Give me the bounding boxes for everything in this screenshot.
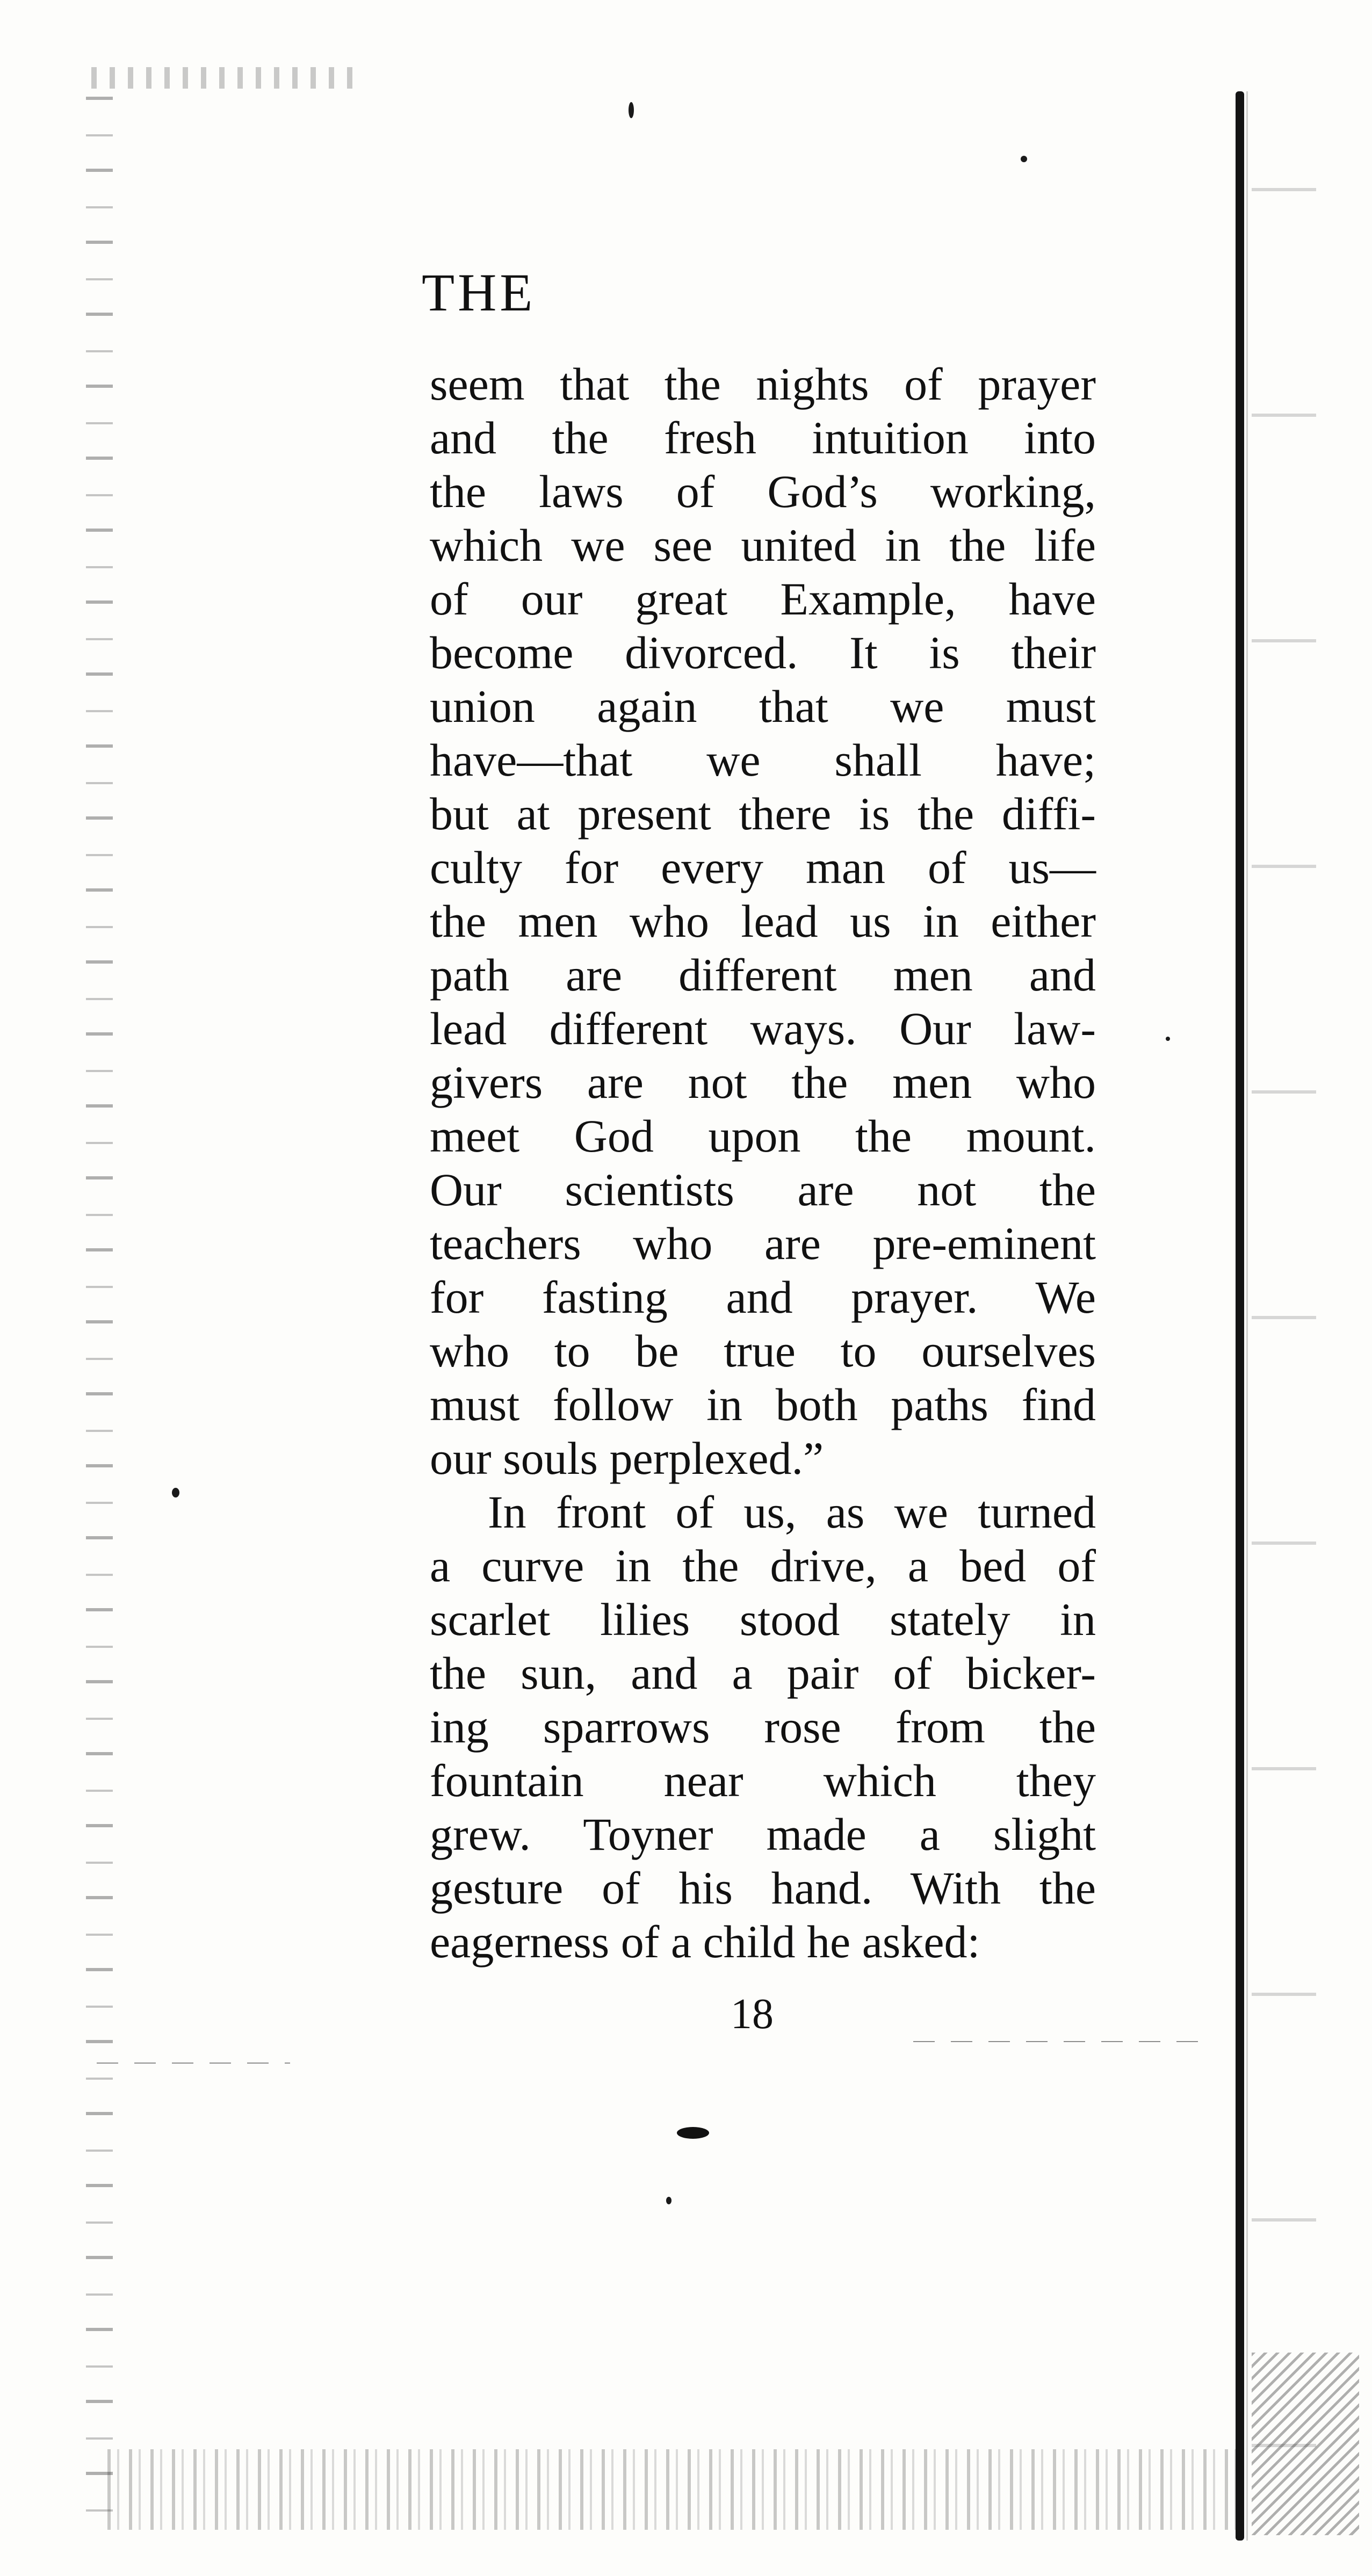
scan-speck [629, 102, 634, 118]
scan-rule-right [913, 2041, 1214, 2042]
text-line: become divorced. It is their [430, 627, 1096, 678]
paragraph [430, 1485, 1096, 1969]
ink-smudge [677, 2127, 709, 2139]
text-line: eagerness of a child he asked: [430, 1916, 980, 1967]
text-line: lead different ways. Our law- [430, 1003, 1096, 1054]
scan-noise-right [1252, 91, 1316, 2541]
text-line: a curve in the drive, a bed of [430, 1540, 1096, 1591]
text-line: but at present there is the diffi- [430, 788, 1096, 840]
text-line: gesture of his hand. With the [430, 1862, 1096, 1914]
text-line: teachers who are pre-eminent [430, 1218, 1096, 1269]
page-number: 18 [731, 1991, 774, 2038]
scan-noise-left [86, 64, 113, 2535]
text-line: grew. Toyner made a slight [430, 1808, 1096, 1860]
text-line: scarlet lilies stood stately in [430, 1594, 1096, 1645]
scan-speck [1021, 156, 1027, 162]
scan-noise-top [91, 67, 360, 89]
text-line: our souls perplexed.” [430, 1432, 824, 1484]
text-line: meet God upon the mount. [430, 1110, 1096, 1162]
text-line: have—that we shall have; [430, 734, 1096, 786]
text-line: who to be true to ourselves [430, 1325, 1096, 1377]
text-line: union again that we must [430, 681, 1096, 732]
scan-speck [1166, 1037, 1170, 1041]
scan-noise-corner [1252, 2353, 1359, 2535]
body-text [430, 357, 1096, 1969]
text-line: Our scientists are not the [430, 1164, 1096, 1215]
scan-rule-left [97, 2063, 290, 2064]
text-line: the sun, and a pair of bicker- [430, 1647, 1096, 1699]
paragraph [430, 357, 1096, 1485]
text-line: In front of us, as we turned [488, 1486, 1096, 1538]
text-line: givers are not the men who [430, 1057, 1096, 1108]
text-line: culty for every man of us— [430, 842, 1096, 893]
text-line: of our great Example, have [430, 573, 1096, 625]
text-line: for fasting and prayer. We [430, 1271, 1096, 1323]
page-binding-edge [1236, 91, 1244, 2541]
text-line: ing sparrows rose from the [430, 1701, 1096, 1753]
running-head: THE [422, 263, 536, 322]
scan-speck [666, 2197, 671, 2204]
text-line: must follow in both paths find [430, 1379, 1096, 1430]
text-line: the men who lead us in either [430, 895, 1096, 947]
text-line: fountain near which they [430, 1755, 1096, 1806]
text-line: and the fresh intuition into [430, 412, 1096, 464]
scan-speck [172, 1488, 179, 1497]
text-line: the laws of God’s working, [430, 466, 1096, 517]
scan-noise-bottom [107, 2449, 1236, 2530]
text-line: seem that the nights of prayer [430, 358, 1096, 410]
text-line: path are different men and [430, 949, 1096, 1001]
text-line: which we see united in the life [430, 519, 1096, 571]
